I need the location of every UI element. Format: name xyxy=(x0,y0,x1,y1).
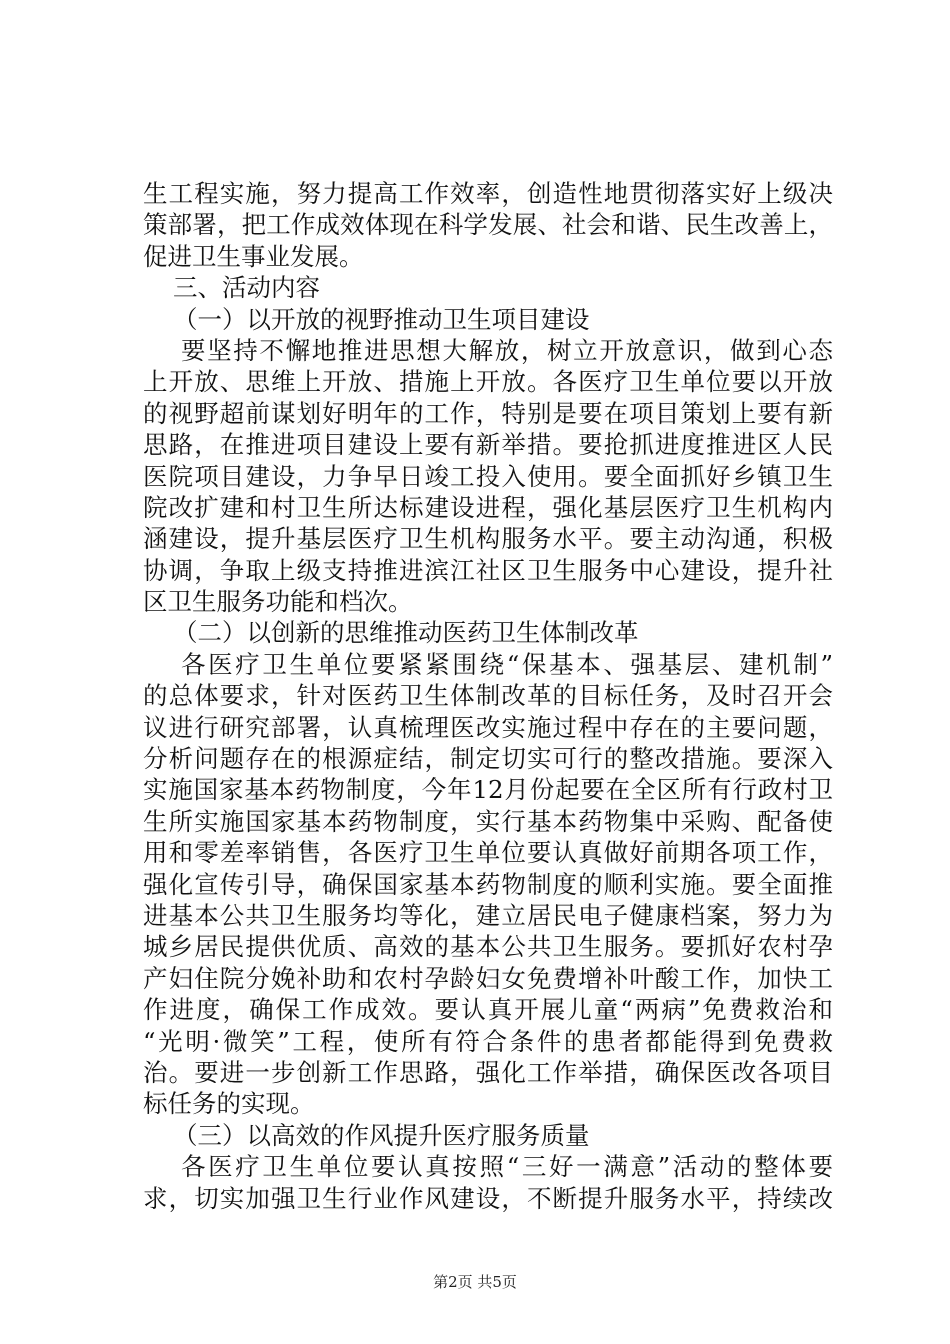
paragraph-line: 的视野超前谋划好明年的工作，特别是要在项目策划上要有新 xyxy=(143,398,833,428)
paragraph-line: 各医疗卫生单位要紧紧围绕“保基本、强基层、建机制” xyxy=(181,649,833,679)
section-heading-line: （一）以开放的视野推动卫生项目建设 xyxy=(173,304,590,334)
paragraph-line: 的总体要求，针对医药卫生体制改革的目标任务，及时召开会 xyxy=(143,681,833,711)
paragraph-line: 要坚持不懈地推进思想大解放，树立开放意识，做到心态 xyxy=(181,335,833,365)
paragraph-line: 医院项目建设，力争早日竣工投入使用。要全面抓好乡镇卫生 xyxy=(143,461,833,491)
section-heading-line: （三）以高效的作风提升医疗服务质量 xyxy=(173,1120,590,1150)
paragraph-line: 用和零差率销售，各医疗卫生单位要认真做好前期各项工作， xyxy=(143,838,833,868)
paragraph-line: 城乡居民提供优质、高效的基本公共卫生服务。要抓好农村孕 xyxy=(143,932,833,962)
paragraph-line: 标任务的实现。 xyxy=(143,1089,315,1119)
paragraph-line: 进基本公共卫生服务均等化，建立居民电子健康档案，努力为 xyxy=(143,900,833,930)
paragraph-line: 议进行研究部署，认真梳理医改实施过程中存在的主要问题， xyxy=(143,712,833,742)
paragraph-line: 生工程实施，努力提高工作效率，创造性地贯彻落实好上级决 xyxy=(143,179,833,208)
paragraph-line: 产妇住院分娩补助和农村孕龄妇女免费增补叶酸工作，加快工 xyxy=(143,963,833,993)
paragraph-line: 思路，在推进项目建设上要有新举措。要抢抓进度推进区人民 xyxy=(143,430,833,460)
paragraph-line: 生所实施国家基本药物制度，实行基本药物集中采购、配备使 xyxy=(143,806,833,836)
paragraph-line: 促进卫生事业发展。 xyxy=(143,241,364,271)
paragraph-line: 治。要进一步创新工作思路，强化工作举措，确保医改各项目 xyxy=(143,1057,833,1087)
paragraph-line: 分析问题存在的根源症结，制定切实可行的整改措施。要深入 xyxy=(143,744,833,774)
paragraph-line: 实施国家基本药物制度，今年12月份起要在全区所有行政村卫 xyxy=(143,775,833,805)
paragraph-line: 协调，争取上级支持推进滨江社区卫生服务中心建设，提升社 xyxy=(143,555,833,585)
document-body xyxy=(143,178,833,1214)
paragraph-line: 作进度，确保工作成效。要认真开展儿童“两病”免费救治和 xyxy=(143,995,833,1025)
paragraph-line: “光明·微笑”工程，使所有符合条件的患者都能得到免费救 xyxy=(143,1026,833,1056)
paragraph-line: 强化宣传引导，确保国家基本药物制度的顺利实施。要全面推 xyxy=(143,869,833,899)
paragraph-line: 涵建设，提升基层医疗卫生机构服务水平。要主动沟通，积极 xyxy=(143,524,833,554)
page-footer: 第2页 共5页 xyxy=(433,1273,517,1291)
section-heading-line: （二）以创新的思维推动医药卫生体制改革 xyxy=(173,618,639,648)
section-heading-line: 三、活动内容 xyxy=(173,273,320,303)
paragraph-line: 各医疗卫生单位要认真按照“三好一满意”活动的整体要 xyxy=(181,1152,833,1182)
paragraph-line: 区卫生服务功能和档次。 xyxy=(143,587,413,617)
paragraph-line: 策部署，把工作成效体现在科学发展、社会和谐、民生改善上， xyxy=(143,210,833,240)
paragraph-line: 院改扩建和村卫生所达标建设进程，强化基层医疗卫生机构内 xyxy=(143,492,833,522)
paragraph-line: 求，切实加强卫生行业作风建设，不断提升服务水平，持续改 xyxy=(143,1183,833,1213)
paragraph-line: 上开放、思维上开放、措施上开放。各医疗卫生单位要以开放 xyxy=(143,367,833,397)
